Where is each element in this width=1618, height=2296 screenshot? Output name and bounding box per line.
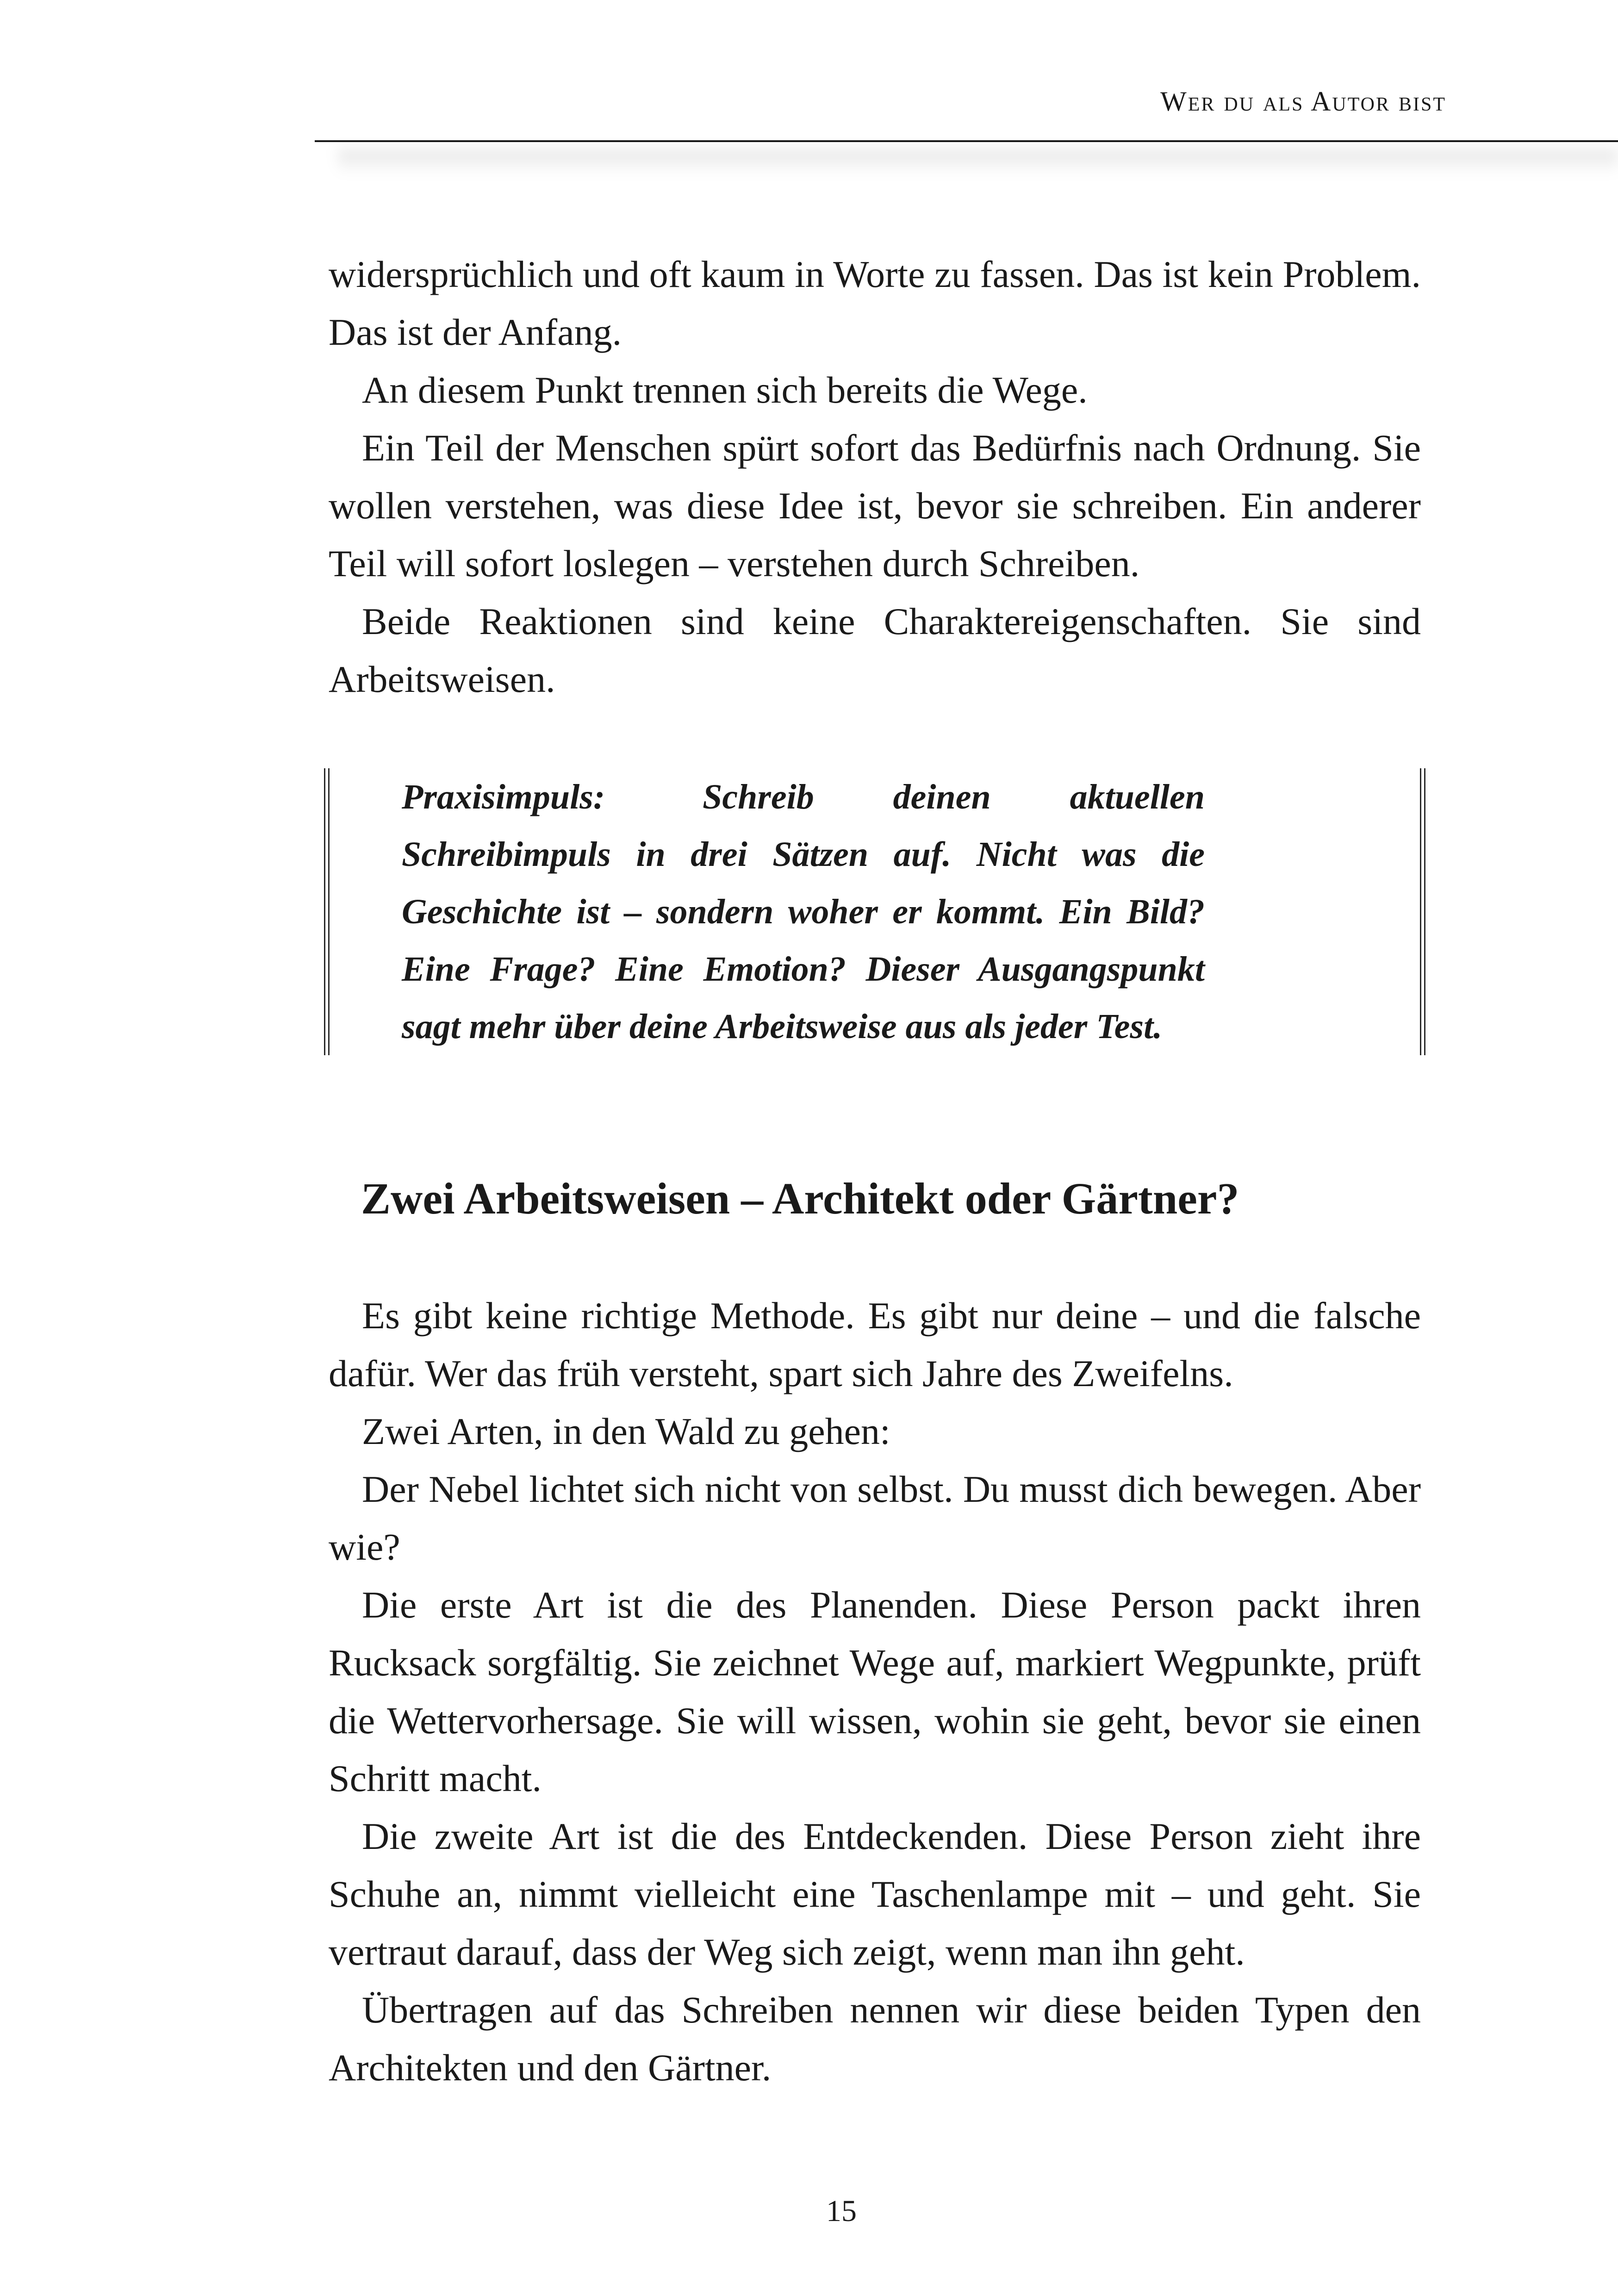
header-shadow: [338, 149, 1618, 174]
paragraph: Ein Teil der Menschen spürt sofort das Bedürfnis nach Ordnung. Sie wollen verstehen, was diese Idee ist, bevor sie schreiben. Ein anderer Teil will sofort loslegen – verstehen durch Schreiben.: [329, 427, 1421, 585]
paragraph: Die zweite Art ist die des Entdeckenden. Diese Person zieht ihre Schuhe an, nimmt vielleicht eine Taschenlampe mit – und geht. Sie vertraut darauf, dass der Weg sich zeigt, wenn man ihn geht.: [329, 1815, 1421, 1973]
practice-callout-box: [324, 768, 1425, 1055]
callout-body: Schreib deinen aktuellen Schreibimpuls in drei Sätzen auf. Nicht was die Geschichte ist – sondern woher er kommt. Ein Bild? Eine Frage? Eine Emotion? Dieser Ausgangspunkt sagt mehr über deine Arbeitsweise aus als jeder Test.: [402, 778, 1205, 1046]
header-rule: [315, 140, 1618, 142]
paragraph: Die erste Art ist die des Planenden. Diese Person packt ihren Rucksack sorgfältig. Sie zeichnet Wege auf, markiert Wegpunkte, prüft die Wettervorhersage. Sie will wissen, wohin sie geht, bevor sie einen Schritt macht.: [329, 1584, 1421, 1799]
callout-left-border: [324, 768, 330, 1055]
callout-text: [402, 768, 1205, 1055]
paragraph: Übertragen auf das Schreiben nennen wir diese beiden Typen den Architekten und den Gärtner.: [329, 1989, 1421, 2089]
intro-text-block: [329, 245, 1421, 708]
page-number: 15: [826, 2194, 857, 2228]
paragraph: Zwei Arten, in den Wald zu gehen:: [362, 1410, 890, 1452]
paragraph: widersprüchlich und oft kaum in Worte zu fassen. Das ist kein Problem. Das ist der Anfang.: [329, 253, 1421, 353]
running-head-title: Wer du als Autor bist: [1160, 86, 1446, 117]
paragraph: Beide Reaktionen sind keine Charaktereigenschaften. Sie sind Arbeitsweisen.: [329, 600, 1421, 700]
section-text-block: [329, 1287, 1421, 2097]
paragraph: An diesem Punkt trennen sich bereits die Wege.: [362, 369, 1088, 411]
callout-right-border: [1420, 768, 1425, 1055]
callout-label: Praxisimpuls:: [402, 778, 605, 816]
section-heading: Zwei Arbeitsweisen – Architekt oder Gärtner?: [361, 1174, 1239, 1223]
paragraph: Es gibt keine richtige Methode. Es gibt nur deine – und die falsche dafür. Wer das früh versteht, spart sich Jahre des Zweifelns.: [329, 1294, 1421, 1394]
paragraph: Der Nebel lichtet sich nicht von selbst. Du musst dich bewegen. Aber wie?: [329, 1468, 1421, 1568]
